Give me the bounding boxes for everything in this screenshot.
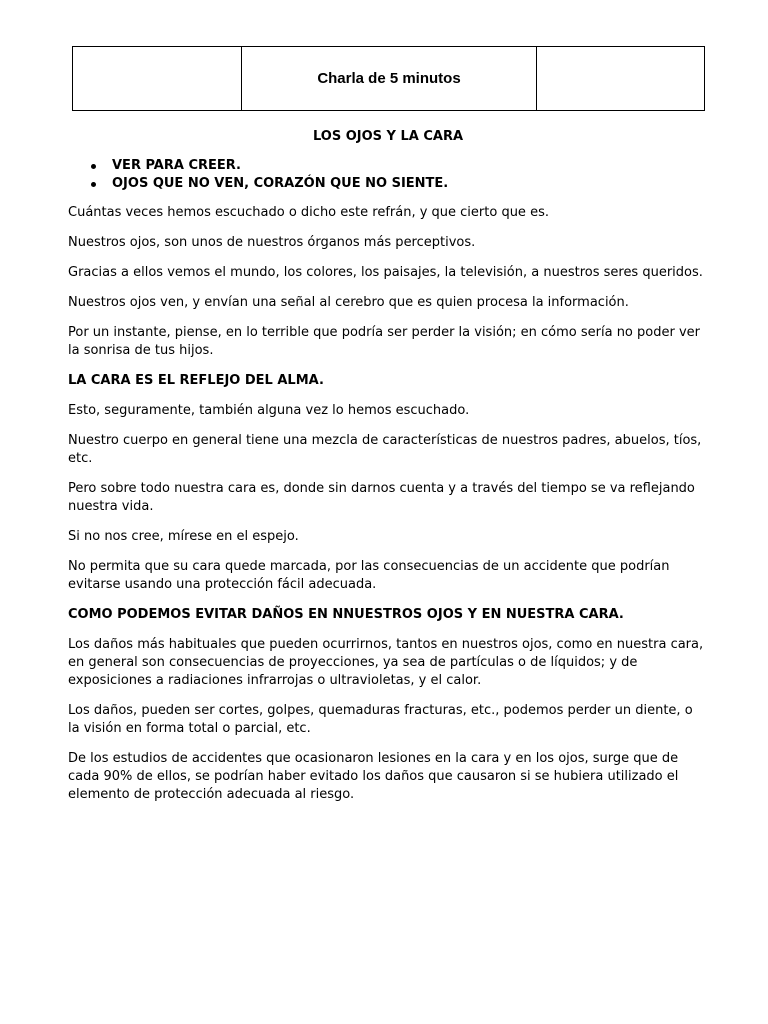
bullet-dot-icon (91, 164, 96, 169)
bullet-item (68, 157, 708, 175)
bullet-dot-icon (91, 182, 96, 187)
header-right-cell (537, 47, 705, 111)
bullet-list (68, 157, 708, 193)
paragraph: De los estudios de accidentes que ocasionaron lesiones en la cara y en los ojos, surge que de cada 90% de ellos, se podrían haber evitado los daños que causaron si se hubiera utilizado el elemento de protección adecuada al riesgo. (68, 751, 679, 802)
header-title: Charla de 5 minutos (242, 47, 537, 111)
paragraph: Gracias a ellos vemos el mundo, los colores, los paisajes, la televisión, a nuestros seres queridos. (68, 265, 703, 280)
paragraph: Si no nos cree, mírese en el espejo. (68, 529, 299, 544)
bullet-text: VER PARA CREER. (112, 158, 241, 173)
paragraph: Los daños más habituales que pueden ocurrirnos, tantos en nuestros ojos, como en nuestra cara, en general son consecuencias de proyecciones, ya sea de partículas o de líquidos; y de exposiciones a radiaciones infrarrojas o ultravioletas, y el calor. (68, 637, 704, 688)
header-row (73, 47, 705, 111)
paragraph: No permita que su cara quede marcada, por las consecuencias de un accidente que podrían evitarse usando una protección fácil adecuada. (68, 559, 670, 592)
paragraph: Nuestro cuerpo en general tiene una mezcla de características de nuestros padres, abuelos, tíos, etc. (68, 433, 702, 466)
bullet-item (68, 175, 708, 193)
paragraph: Nuestros ojos ven, y envían una señal al cerebro que es quien procesa la información. (68, 295, 629, 310)
section-heading: COMO PODEMOS EVITAR DAÑOS EN NNUESTROS OJOS Y EN NUESTRA CARA. (68, 607, 624, 622)
paragraph: Los daños, pueden ser cortes, golpes, quemaduras fracturas, etc., podemos perder un diente, o la visión en forma total o parcial, etc. (68, 703, 693, 736)
paragraph: Por un instante, piense, en lo terrible que podría ser perder la visión; en cómo sería no poder ver la sonrisa de tus hijos. (68, 325, 700, 358)
document-body (68, 128, 708, 816)
paragraph: Nuestros ojos, son unos de nuestros órganos más perceptivos. (68, 235, 476, 250)
header-table (72, 46, 705, 111)
bullet-text: OJOS QUE NO VEN, CORAZÓN QUE NO SIENTE. (112, 176, 449, 191)
section-heading: LA CARA ES EL REFLEJO DEL ALMA. (68, 373, 324, 388)
paragraph: Cuántas veces hemos escuchado o dicho este refrán, y que cierto que es. (68, 205, 549, 220)
paragraph: Pero sobre todo nuestra cara es, donde sin darnos cuenta y a través del tiempo se va reflejando nuestra vida. (68, 481, 695, 514)
header-left-cell (73, 47, 242, 111)
document-title: LOS OJOS Y LA CARA (312, 129, 464, 144)
paragraph: Esto, seguramente, también alguna vez lo hemos escuchado. (68, 403, 470, 418)
